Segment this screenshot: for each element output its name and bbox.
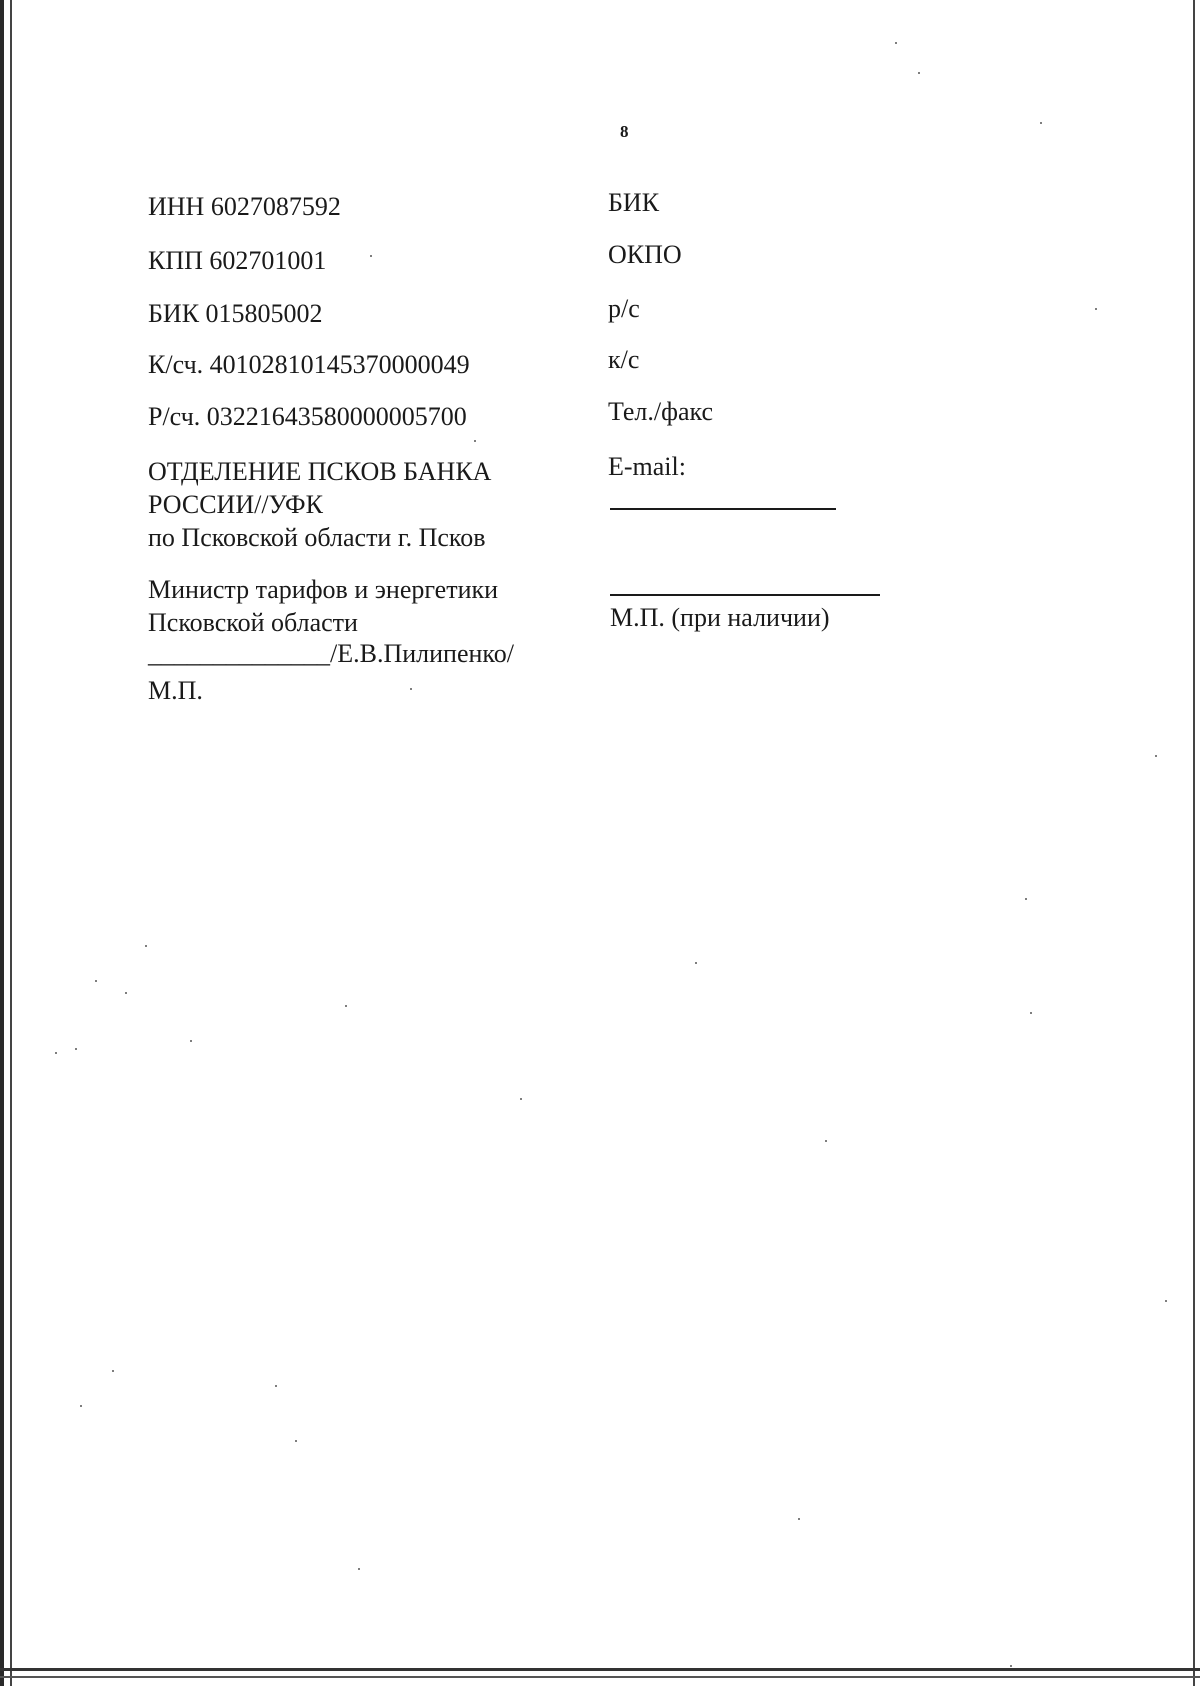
scan-speck [695,962,697,964]
scan-speck [190,1040,192,1042]
inn-line: ИНН 6027087592 [148,192,341,221]
bank-name-line-1: ОТДЕЛЕНИЕ ПСКОВ БАНКА [148,457,492,486]
bik-line: БИК 015805002 [148,299,323,328]
counterparty-email-label: E-mail: [608,452,686,481]
scan-speck [410,688,412,690]
signer-name: /Е.В.Пилипенко/ [330,639,514,668]
settlement-account-line: Р/сч. 03221643580000005700 [148,402,467,431]
scan-speck [370,255,372,257]
counterparty-okpo-label: ОКПО [608,240,682,269]
scan-speck [474,440,476,442]
counterparty-signature-line [610,594,880,596]
scan-speck [895,42,897,44]
correspondent-account-line: К/сч. 40102810145370000049 [148,350,470,379]
scan-speck [1030,1012,1032,1014]
scan-speck [145,945,147,947]
bank-name-line-3: по Псковской области г. Псков [148,523,486,552]
scan-right-edge [1193,0,1195,1686]
scan-speck [275,1385,277,1387]
page-number: 8 [620,122,629,141]
scan-speck [295,1440,297,1442]
scan-speck [918,72,920,74]
scan-bottom-edge [0,1668,1200,1671]
signer-position-line-2: Псковской области [148,608,358,637]
scan-speck [55,1052,57,1054]
kpp-line: КПП 602701001 [148,246,327,275]
scan-speck [95,980,97,982]
scan-speck [75,1048,77,1050]
scan-speck [358,1568,360,1570]
scan-speck [1010,1665,1012,1667]
scan-speck [825,1140,827,1142]
scan-speck [345,1005,347,1007]
email-blank-line [610,508,836,510]
scan-speck [798,1518,800,1520]
stamp-label: М.П. [148,676,203,705]
scan-speck [1095,308,1097,310]
scan-speck [1040,122,1042,124]
scan-speck [112,1370,114,1372]
counterparty-bik-label: БИК [608,188,660,217]
scan-speck [1165,1300,1167,1302]
scan-speck [125,992,127,994]
scan-speck [520,1098,522,1100]
scan-bottom-edge-2 [0,1676,1200,1678]
signature-row [148,639,514,669]
scan-left-edge [0,0,4,1686]
counterparty-stamp-label: М.П. (при наличии) [610,603,830,632]
scan-speck [80,1405,82,1407]
signer-position-line-1: Министр тарифов и энергетики [148,575,499,604]
scan-speck [1155,755,1157,757]
signature-blank: ______________ [148,639,330,668]
counterparty-phone-fax-label: Тел./факс [608,397,714,426]
scan-left-edge-inner [10,0,12,1686]
scan-speck [1025,898,1027,900]
counterparty-settlement-account-label: р/с [608,294,640,323]
bank-name-line-2: РОССИИ//УФК [148,490,323,519]
counterparty-correspondent-account-label: к/с [608,345,640,374]
